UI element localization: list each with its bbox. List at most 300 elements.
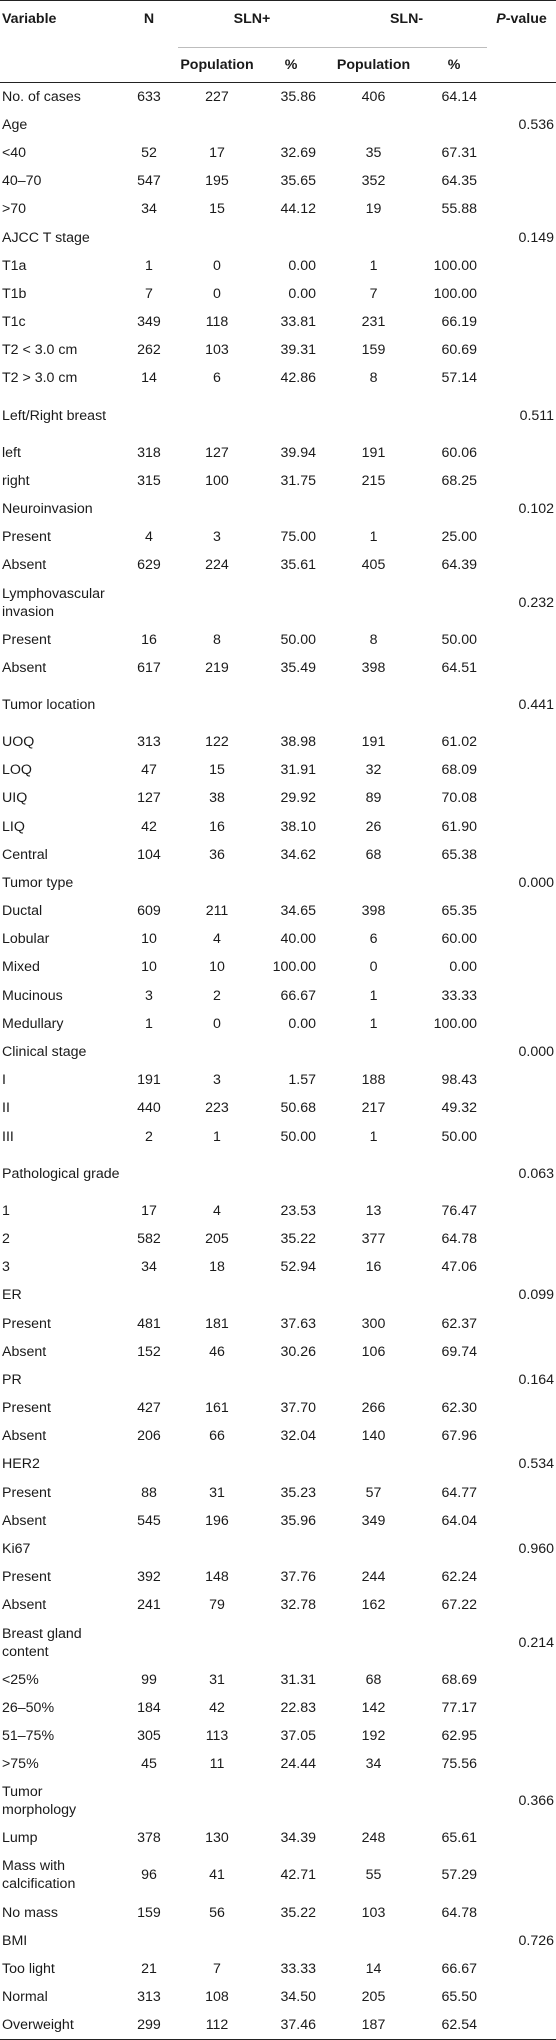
cell-sln-neg-percent xyxy=(421,495,487,523)
cell-sln-pos-percent: 37.05 xyxy=(280,1727,317,1744)
cell-sln-pos-percent: 35.49 xyxy=(280,659,317,676)
cell-sln-neg-population xyxy=(326,223,421,251)
cell-p-value xyxy=(487,756,556,784)
cell-sln-neg-population xyxy=(326,495,421,523)
cell-sln-neg-population: 205 xyxy=(361,1989,386,2006)
cell-sln-neg-percent xyxy=(421,1450,487,1478)
table-row xyxy=(0,1094,556,1122)
cell-sln-neg-percent: 64.39 xyxy=(441,557,478,574)
cell-n: 633 xyxy=(137,88,161,105)
table-row xyxy=(0,1955,556,1983)
cell-sln-pos-percent xyxy=(256,682,326,728)
cell-sln-pos-population xyxy=(178,111,256,139)
cell-n: 159 xyxy=(137,1904,161,1921)
cell-sln-neg-population: 14 xyxy=(365,1960,382,1977)
cell-variable: 26–50% xyxy=(2,1699,55,1716)
cell-sln-pos-percent: 22.83 xyxy=(280,1699,317,1716)
cell-sln-neg-population xyxy=(326,1450,421,1478)
cell-n: 47 xyxy=(141,762,157,779)
cell-n xyxy=(120,495,178,523)
cell-variable: Absent xyxy=(2,1597,47,1614)
cell-sln-pos-population: 46 xyxy=(209,1343,225,1360)
cell-n xyxy=(120,1620,178,1666)
cell-sln-pos-population: 38 xyxy=(209,790,225,807)
cell-n: 152 xyxy=(137,1343,161,1360)
cell-variable: Absent xyxy=(2,1428,47,1445)
cell-sln-pos-percent: 42.71 xyxy=(280,1867,317,1884)
cell-variable: II xyxy=(2,1100,10,1117)
cell-p-value xyxy=(487,523,556,551)
cell-sln-pos-percent xyxy=(256,869,326,897)
cell-sln-neg-population: 8 xyxy=(369,370,378,387)
cell-sln-neg-population: 89 xyxy=(365,790,382,807)
cell-sln-neg-population: 142 xyxy=(361,1699,386,1716)
cell-variable: Medullary xyxy=(2,1015,64,1032)
cell-variable: PR xyxy=(2,1371,22,1388)
cell-sln-pos-population: 0 xyxy=(213,1015,221,1032)
cell-sln-pos-percent xyxy=(256,1450,326,1478)
cell-n: 629 xyxy=(137,557,161,574)
cell-sln-pos-percent: 24.44 xyxy=(280,1756,317,1773)
cell-sln-pos-percent: 37.63 xyxy=(280,1315,317,1332)
cell-sln-pos-population: 113 xyxy=(205,1727,229,1744)
table-row xyxy=(0,1722,556,1750)
table-row xyxy=(0,1666,556,1694)
cell-sln-neg-percent: 33.33 xyxy=(441,987,478,1004)
cell-sln-pos-percent: 30.26 xyxy=(280,1343,317,1360)
cell-sln-pos-population: 79 xyxy=(209,1597,225,1614)
cell-sln-neg-population: 405 xyxy=(361,557,386,574)
cell-sln-neg-population: 188 xyxy=(361,1072,386,1089)
table-row xyxy=(0,1309,556,1337)
cell-n xyxy=(120,580,178,626)
cell-sln-neg-population xyxy=(326,1535,421,1563)
table-row xyxy=(0,1394,556,1422)
cell-sln-neg-percent: 62.95 xyxy=(441,1727,478,1744)
cell-sln-pos-population xyxy=(178,682,256,728)
cell-sln-pos-percent: 37.70 xyxy=(280,1400,317,1417)
cell-sln-pos-percent: 32.69 xyxy=(280,144,317,161)
cell-p-value xyxy=(487,1955,556,1983)
cell-n: 241 xyxy=(137,1597,161,1614)
header-percent-pos: % xyxy=(284,57,298,73)
cell-variable: <25% xyxy=(2,1671,39,1688)
cell-sln-pos-population: 130 xyxy=(205,1830,229,1847)
cell-n: 349 xyxy=(137,314,161,331)
cell-variable: Age xyxy=(2,116,28,133)
table-row xyxy=(0,364,556,392)
table-row xyxy=(0,139,556,167)
cell-sln-pos-percent: 44.12 xyxy=(280,201,317,218)
table-row xyxy=(0,897,556,925)
cell-sln-pos-population xyxy=(178,223,256,251)
cell-sln-neg-percent: 50.00 xyxy=(441,631,478,648)
cell-n: 547 xyxy=(137,173,161,190)
table-row xyxy=(0,1038,556,1066)
cell-sln-neg-population xyxy=(326,1620,421,1666)
cell-variable: BMI xyxy=(2,1932,28,1949)
cell-variable: Pathological grade xyxy=(2,1165,120,1182)
table-row xyxy=(0,1852,556,1898)
cell-n: 42 xyxy=(141,818,157,835)
cell-sln-pos-population: 15 xyxy=(209,762,225,779)
cell-sln-pos-percent: 50.68 xyxy=(280,1100,317,1117)
cell-sln-neg-population: 55 xyxy=(365,1867,382,1884)
cell-n xyxy=(120,1535,178,1563)
cell-sln-pos-population xyxy=(178,1535,256,1563)
cell-p-value: 0.366 xyxy=(518,1793,555,1810)
cell-sln-pos-population: 3 xyxy=(213,1072,221,1089)
cell-p-value xyxy=(487,1507,556,1535)
table-row xyxy=(0,223,556,251)
table-row xyxy=(0,1066,556,1094)
cell-sln-pos-percent: 29.92 xyxy=(280,790,317,807)
cell-sln-pos-population xyxy=(178,1151,256,1197)
cell-n: 1 xyxy=(145,257,153,274)
cell-p-value: 0.511 xyxy=(519,407,555,424)
table-row xyxy=(0,1422,556,1450)
cell-sln-neg-population: 103 xyxy=(361,1904,386,1921)
cell-p-value xyxy=(487,252,556,280)
cell-variable: Absent xyxy=(2,1512,47,1529)
cell-sln-neg-percent xyxy=(421,1038,487,1066)
cell-variable: Ki67 xyxy=(2,1541,31,1558)
table-row xyxy=(0,1563,556,1591)
cell-sln-pos-population: 16 xyxy=(209,818,225,835)
cell-p-value xyxy=(487,167,556,195)
cell-n xyxy=(120,1927,178,1955)
cell-sln-pos-population: 31 xyxy=(209,1484,225,1501)
cell-variable: Clinical stage xyxy=(2,1044,87,1061)
cell-variable: Breast gland content xyxy=(2,1625,82,1660)
cell-n: 427 xyxy=(137,1400,161,1417)
cell-sln-pos-percent xyxy=(256,1620,326,1666)
cell-sln-neg-percent: 60.06 xyxy=(441,444,478,461)
cell-sln-neg-percent: 67.22 xyxy=(441,1597,478,1614)
table-row xyxy=(0,393,556,439)
table-row xyxy=(0,626,556,654)
table-row xyxy=(0,1535,556,1563)
cell-p-value: 0.536 xyxy=(518,116,555,133)
cell-n xyxy=(120,223,178,251)
cell-sln-pos-population: 66 xyxy=(209,1428,225,1445)
cell-p-value: 0.099 xyxy=(518,1287,555,1304)
cell-variable: Present xyxy=(2,1484,51,1501)
cell-variable: Lymphovascular invasion xyxy=(2,585,105,620)
cell-n: 378 xyxy=(137,1830,161,1847)
cell-sln-neg-population: 244 xyxy=(361,1569,386,1586)
cell-sln-pos-percent: 0.00 xyxy=(288,257,317,274)
cell-sln-neg-population: 6 xyxy=(369,931,378,948)
cell-sln-neg-percent: 68.09 xyxy=(441,762,478,779)
cell-p-value: 0.726 xyxy=(518,1932,555,1949)
cell-sln-pos-population: 219 xyxy=(205,659,229,676)
cell-sln-pos-population: 3 xyxy=(213,529,221,546)
cell-variable: T2 < 3.0 cm xyxy=(2,342,78,359)
cell-sln-pos-population: 196 xyxy=(205,1512,229,1529)
table-row xyxy=(0,1281,556,1309)
cell-n: 617 xyxy=(137,659,161,676)
cell-sln-pos-percent: 34.50 xyxy=(280,1989,317,2006)
cell-variable: Neuroinvasion xyxy=(2,501,93,518)
cell-sln-pos-percent xyxy=(256,1535,326,1563)
cell-sln-neg-percent: 47.06 xyxy=(441,1259,478,1276)
cell-n: 104 xyxy=(137,846,161,863)
cell-sln-neg-population: 106 xyxy=(361,1343,386,1360)
cell-n xyxy=(120,1450,178,1478)
cell-variable: Mixed xyxy=(2,959,40,976)
cell-sln-pos-population: 31 xyxy=(209,1671,225,1688)
cell-sln-neg-population: 159 xyxy=(361,342,386,359)
cell-sln-neg-population: 349 xyxy=(361,1512,386,1529)
table-row xyxy=(0,1507,556,1535)
cell-p-value xyxy=(487,626,556,654)
cell-sln-neg-percent: 67.31 xyxy=(441,144,478,161)
table-row xyxy=(0,812,556,840)
cell-variable: Tumor morphology xyxy=(2,1784,77,1819)
cell-p-value xyxy=(487,1225,556,1253)
cell-variable: Absent xyxy=(2,557,47,574)
cell-sln-neg-population: 1 xyxy=(369,529,378,546)
cell-variable: UOQ xyxy=(2,733,35,750)
cell-sln-pos-percent xyxy=(256,393,326,439)
table-row xyxy=(0,439,556,467)
table-row xyxy=(0,1151,556,1197)
cell-p-value xyxy=(487,1338,556,1366)
cell-sln-pos-percent: 33.33 xyxy=(280,1960,317,1977)
cell-sln-neg-percent xyxy=(421,1366,487,1394)
cell-sln-neg-percent: 100.00 xyxy=(433,1015,478,1032)
cell-p-value: 0.441 xyxy=(518,696,555,713)
cell-sln-pos-percent xyxy=(256,580,326,626)
cell-sln-neg-percent: 62.54 xyxy=(441,2017,478,2034)
cell-p-value xyxy=(487,1666,556,1694)
cell-n: 392 xyxy=(137,1569,161,1586)
cell-sln-neg-population: 68 xyxy=(365,846,382,863)
cell-variable: Present xyxy=(2,1400,51,1417)
cell-sln-neg-percent xyxy=(421,1281,487,1309)
header-p-suffix: -value xyxy=(505,11,547,27)
cell-p-value: 0.534 xyxy=(518,1456,555,1473)
cell-sln-pos-population xyxy=(178,869,256,897)
cell-p-value xyxy=(487,139,556,167)
cell-n: 1 xyxy=(145,1015,153,1032)
cell-sln-pos-percent: 35.65 xyxy=(280,173,317,190)
cell-n: 3 xyxy=(145,987,153,1004)
cell-sln-neg-percent: 66.19 xyxy=(441,314,478,331)
cell-p-value xyxy=(487,1722,556,1750)
cell-sln-pos-percent: 37.76 xyxy=(280,1569,317,1586)
table-row xyxy=(0,1338,556,1366)
cell-sln-neg-percent: 25.00 xyxy=(441,529,478,546)
cell-sln-pos-population: 205 xyxy=(205,1230,229,1247)
cell-sln-neg-percent: 57.14 xyxy=(441,370,478,387)
cell-sln-pos-percent: 33.81 xyxy=(280,314,317,331)
cell-sln-neg-population: 187 xyxy=(361,2017,386,2034)
cell-sln-neg-percent xyxy=(421,1778,487,1824)
cell-p-value xyxy=(487,925,556,953)
cell-variable: T1c xyxy=(2,314,26,331)
cell-sln-pos-percent: 0.00 xyxy=(288,1015,317,1032)
cell-p-value xyxy=(487,654,556,682)
cell-variable: Present xyxy=(2,1315,51,1332)
cell-sln-pos-percent: 35.86 xyxy=(280,88,317,105)
cell-n: 299 xyxy=(137,2017,161,2034)
cell-p-value xyxy=(487,2011,556,2039)
cell-p-value xyxy=(487,1750,556,1778)
cell-p-value xyxy=(487,1309,556,1337)
cell-sln-pos-percent xyxy=(256,111,326,139)
cell-sln-neg-percent: 67.96 xyxy=(441,1428,478,1445)
cell-variable: Left/Right breast xyxy=(2,407,107,424)
cell-sln-pos-percent: 39.94 xyxy=(280,444,317,461)
cell-p-value xyxy=(487,439,556,467)
cell-sln-neg-population: 191 xyxy=(361,444,386,461)
table-row xyxy=(0,1824,556,1852)
cell-n: 315 xyxy=(137,472,161,489)
cell-p-value xyxy=(487,841,556,869)
cell-variable: >70 xyxy=(2,201,27,218)
cell-p-value: 0.000 xyxy=(518,1044,555,1061)
cell-sln-pos-percent xyxy=(256,1151,326,1197)
cell-variable: Absent xyxy=(2,1343,47,1360)
cell-p-value xyxy=(487,1591,556,1619)
cell-sln-pos-population: 108 xyxy=(205,1989,229,2006)
cell-sln-neg-population: 162 xyxy=(361,1597,386,1614)
cell-sln-neg-percent: 65.35 xyxy=(441,903,478,920)
cell-n: 7 xyxy=(145,285,153,302)
cell-variable: No mass xyxy=(2,1904,58,1921)
cell-sln-pos-population: 42 xyxy=(209,1699,225,1716)
cell-sln-neg-population: 1 xyxy=(369,1128,378,1145)
cell-p-value: 0.149 xyxy=(518,229,555,246)
cell-p-value xyxy=(487,280,556,308)
cell-variable: Mass with calcification xyxy=(2,1858,76,1893)
cell-sln-neg-percent: 68.25 xyxy=(441,472,478,489)
cell-sln-pos-percent: 40.00 xyxy=(280,931,317,948)
cell-variable: UIQ xyxy=(2,790,28,807)
cell-variable: Present xyxy=(2,631,51,648)
cell-sln-neg-population: 217 xyxy=(361,1100,386,1117)
cell-sln-pos-population: 2 xyxy=(213,987,221,1004)
cell-variable: HER2 xyxy=(2,1456,40,1473)
table-row xyxy=(0,495,556,523)
cell-sln-pos-percent: 42.86 xyxy=(280,370,317,387)
table-row xyxy=(0,953,556,981)
cell-sln-neg-percent: 50.00 xyxy=(441,1128,478,1145)
table-row xyxy=(0,1620,556,1666)
header-population-pos: Population xyxy=(180,57,254,73)
cell-sln-neg-percent xyxy=(421,580,487,626)
cell-n xyxy=(120,393,178,439)
cell-sln-neg-percent: 75.56 xyxy=(441,1756,478,1773)
cell-sln-neg-population: 398 xyxy=(361,659,386,676)
cell-variable: AJCC T stage xyxy=(2,229,90,246)
cell-sln-neg-percent: 49.32 xyxy=(441,1100,478,1117)
cell-n xyxy=(120,1038,178,1066)
cell-sln-pos-percent: 0.00 xyxy=(288,285,317,302)
cell-sln-neg-population xyxy=(326,1151,421,1197)
cell-p-value xyxy=(487,1563,556,1591)
cell-sln-neg-percent xyxy=(421,1620,487,1666)
cell-sln-pos-population: 8 xyxy=(213,631,221,648)
cell-sln-neg-percent: 55.88 xyxy=(441,201,478,218)
cell-variable: T1b xyxy=(2,285,27,302)
table-row xyxy=(0,1778,556,1824)
cell-n: 4 xyxy=(145,529,153,546)
cell-sln-neg-percent: 100.00 xyxy=(433,257,478,274)
cell-sln-pos-population: 4 xyxy=(213,931,221,948)
cell-sln-pos-percent: 35.96 xyxy=(280,1512,317,1529)
cell-p-value xyxy=(487,1479,556,1507)
cell-sln-neg-population: 8 xyxy=(369,631,378,648)
cell-p-value xyxy=(487,1253,556,1281)
cell-sln-neg-population: 57 xyxy=(365,1484,382,1501)
table-row xyxy=(0,580,556,626)
cell-sln-neg-percent: 98.43 xyxy=(441,1072,478,1089)
cell-sln-neg-percent xyxy=(421,869,487,897)
cell-p-value xyxy=(487,1066,556,1094)
cell-sln-neg-percent xyxy=(421,1927,487,1955)
cell-sln-neg-percent: 64.04 xyxy=(441,1512,478,1529)
cell-p-value xyxy=(487,336,556,364)
cell-sln-pos-percent: 39.31 xyxy=(280,342,317,359)
cell-sln-pos-population: 15 xyxy=(209,201,225,218)
cell-sln-neg-percent: 64.77 xyxy=(441,1484,478,1501)
cell-variable: Normal xyxy=(2,1989,48,2006)
cell-sln-neg-percent: 64.78 xyxy=(441,1230,478,1247)
cell-n xyxy=(120,682,178,728)
table-row xyxy=(0,1366,556,1394)
cell-variable: LOQ xyxy=(2,762,32,779)
header-population-neg: Population xyxy=(336,57,411,73)
cell-sln-pos-population xyxy=(178,1778,256,1824)
table-row xyxy=(0,523,556,551)
cell-variable: 2 xyxy=(2,1230,10,1247)
cell-sln-pos-percent: 32.04 xyxy=(280,1428,317,1445)
cell-n: 313 xyxy=(137,1989,161,2006)
cell-sln-neg-population: 1 xyxy=(369,987,378,1004)
cell-n: 440 xyxy=(137,1100,161,1117)
cell-n: 10 xyxy=(141,931,157,948)
cell-sln-neg-population: 16 xyxy=(365,1259,382,1276)
cell-p-value: 0.102 xyxy=(518,501,555,518)
cell-sln-pos-percent xyxy=(256,223,326,251)
cell-p-value xyxy=(487,1898,556,1926)
cell-sln-pos-percent: 34.62 xyxy=(280,846,317,863)
cell-sln-pos-population xyxy=(178,393,256,439)
cell-sln-pos-population: 181 xyxy=(205,1315,229,1332)
cell-n xyxy=(120,869,178,897)
cell-sln-pos-percent: 34.65 xyxy=(280,903,317,920)
table-row xyxy=(0,982,556,1010)
cell-sln-pos-population xyxy=(178,580,256,626)
cell-sln-pos-population: 4 xyxy=(213,1202,221,1219)
cell-sln-pos-percent: 35.23 xyxy=(280,1484,317,1501)
cell-sln-neg-population xyxy=(326,111,421,139)
cell-sln-neg-percent: 65.50 xyxy=(441,1989,478,2006)
cell-p-value xyxy=(487,551,556,579)
cell-sln-pos-population xyxy=(178,1927,256,1955)
cell-n: 34 xyxy=(141,1259,157,1276)
cell-n: 17 xyxy=(141,1202,157,1219)
cell-sln-neg-population xyxy=(326,869,421,897)
cell-variable: Absent xyxy=(2,659,47,676)
cell-sln-neg-population: 215 xyxy=(361,472,386,489)
cell-n: 313 xyxy=(137,733,161,750)
cell-n: 45 xyxy=(141,1756,157,1773)
cell-n: 184 xyxy=(137,1699,161,1716)
